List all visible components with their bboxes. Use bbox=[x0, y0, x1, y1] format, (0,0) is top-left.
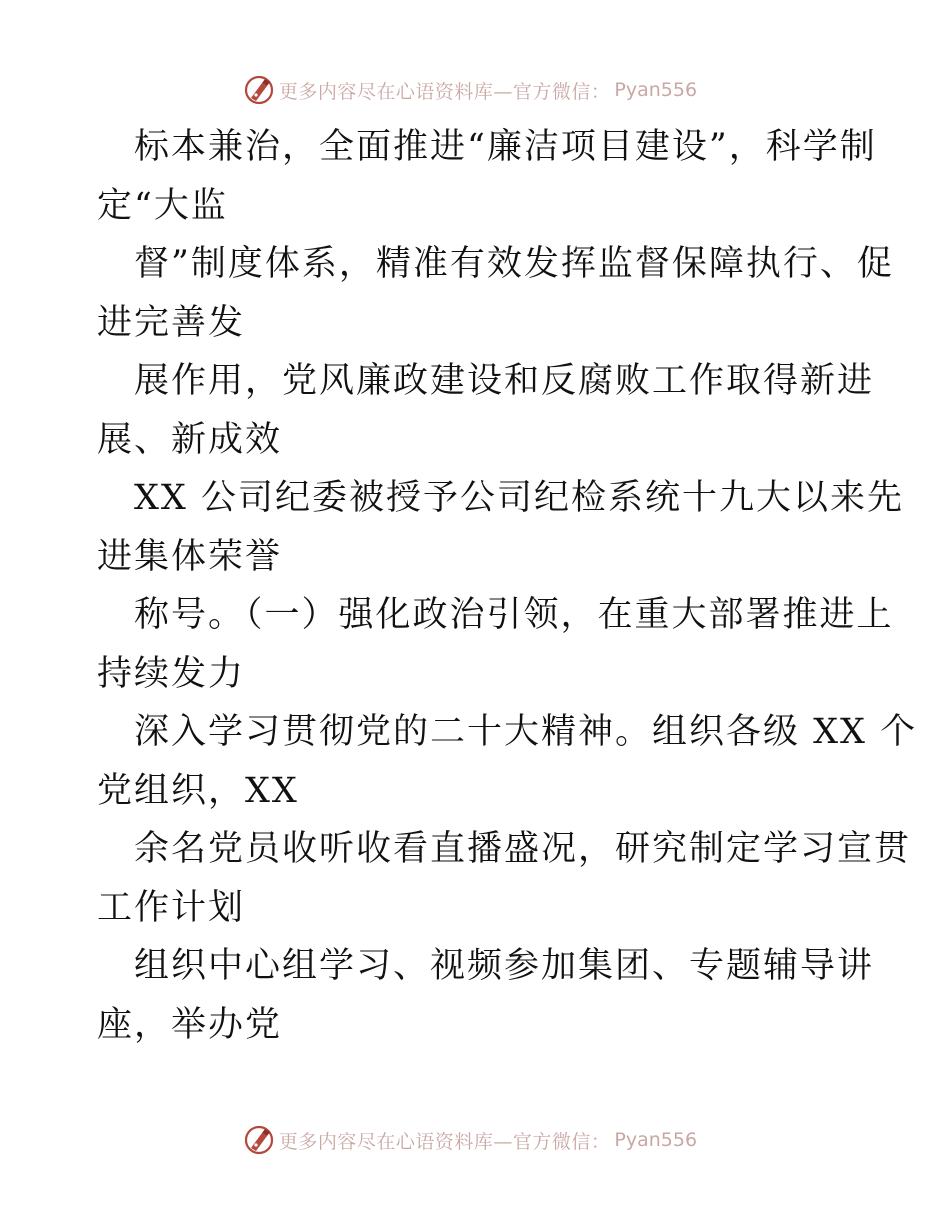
pen-nib-logo-icon bbox=[243, 1124, 275, 1156]
header-banner-text: 更多内容尽在心语资料库—官方微信： bbox=[278, 80, 611, 103]
text-line: 进集体荣誉 bbox=[97, 536, 283, 577]
text-line: 定“大监 bbox=[97, 185, 228, 226]
header-banner bbox=[0, 70, 950, 110]
text-line: 余名党员收听收看直播盛况，研究制定学习宣贯 bbox=[134, 829, 912, 869]
text-line: 督”制度体系，精准有效发挥监督保障执行、促 bbox=[134, 244, 894, 284]
footer-banner-text: 更多内容尽在心语资料库—官方微信： bbox=[278, 1130, 611, 1153]
text-line: 工作计划 bbox=[97, 887, 246, 928]
text-line: 展、新成效 bbox=[97, 419, 283, 460]
text-line: XX 公司纪委被授予公司纪检系统十九大以来先 bbox=[134, 478, 904, 518]
text-line: 展作用，党风廉政建设和反腐败工作取得新进 bbox=[134, 361, 875, 401]
header-banner-id: Pyan556 bbox=[614, 79, 698, 101]
text-line: 标本兼治，全面推进“廉洁项目建设”，科学制 bbox=[134, 127, 877, 167]
text-line: 深入学习贯彻党的二十大精神。组织各级 XX 个 bbox=[134, 712, 918, 752]
footer-banner-id: Pyan556 bbox=[614, 1129, 698, 1151]
body-text bbox=[97, 118, 918, 1054]
text-line: 持续发力 bbox=[97, 653, 246, 694]
text-line: 党组织，XX bbox=[97, 770, 299, 811]
pen-nib-logo-icon bbox=[243, 74, 275, 106]
text-line: 称号。（一）强化政治引领，在重大部署推进上 bbox=[134, 595, 894, 635]
text-line: 组织中心组学习、视频参加集团、专题辅导讲 bbox=[134, 946, 875, 986]
footer-banner bbox=[0, 1120, 950, 1160]
text-line: 座，举办党 bbox=[97, 1004, 283, 1045]
text-line: 进完善发 bbox=[97, 302, 246, 343]
